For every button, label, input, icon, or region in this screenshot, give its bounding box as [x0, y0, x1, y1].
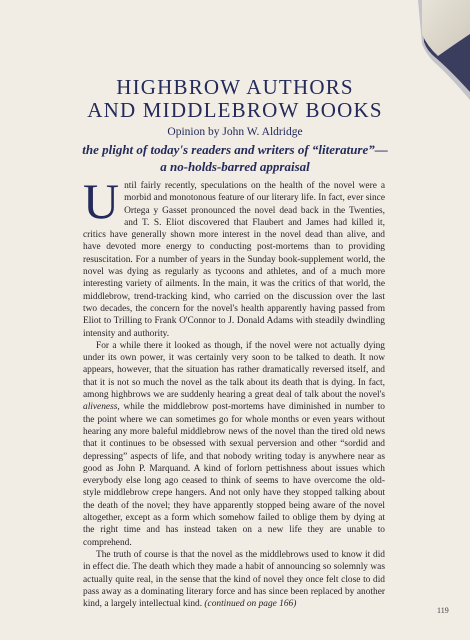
subtitle-line-1: the plight of today's readers and writers of “literature”—: [82, 142, 388, 157]
headline-line-1: HIGHBROW AUTHORS: [116, 75, 354, 99]
emphasis-aliveness: aliveness,: [83, 402, 120, 413]
page-number: 119: [437, 606, 449, 615]
paragraph-3-text: The truth of course is that the novel as the middlebrows used to know it did in effect die. The death which they made a habit of announcing so solemnly was actually quite real, in the sense that the kind of novel they once felt close to did pass away as a dominating literary force and has since been replaced by another kind, a largely intellectual kind.: [83, 549, 385, 610]
continued-note: (continued on page 166): [204, 599, 297, 610]
subtitle: [0, 141, 470, 175]
headline: [0, 76, 470, 122]
paragraph-1-text: ntil fairly recently, speculations on the health of the novel were a morbid and monotonous feature of our literary life. In fact, ever since Ortega y Gasset pronounced the novel dead back in the Twenties, and T. S. Eliot discovered that Flaubert and James had killed it, critics have generally shown more interest in the novel dead than alive, and have devoted more energy to conducting post-mortems than to providing resuscitation. For a number of years in the Sunday book-supplement world, the novel was dying as regularly as tycoons and athletes, and of a much more interesting variety of ailments. In the main, it was the critics of that world, the middlebrow, trend-tracking kind, who carried on the discussion over the last two decades, the concern for the novel's health apparently having passed from Eliot to Trilling to Frank O'Connor to J. Donald Adams with steadily dwindling intensity and authority.: [83, 181, 385, 339]
paragraph-2-text-a: For a while there it looked as though, if the novel were not actually dying under its own power, it was certainly very soon to be talked to death. It now appears, however, that the situation has rather dramatically reversed itself, and that it is not so much the novel as the talk about its death that is dying. In fact, among highbrows we are suddenly hearing a great deal of talk about the novel's: [83, 340, 385, 401]
article-paragraph-2: [83, 340, 385, 549]
drop-cap: U: [83, 173, 120, 229]
byline: Opinion by John W. Aldridge: [167, 126, 303, 138]
paragraph-2-text-b: while the middlebrow post-mortems have diminished in number to the point where we can sometimes go for whole months or even years without hearing any more baleful middlebrow news of the novel than the tired old news that it continues to be obsessed with sexual perversion and other “sordid and depressing” aspects of life, and that nobody writing today is anywhere near as good as John P. Marquand. A kind of forlorn pettishness about issues which everybody else long ago ceased to think of seems to have overcome the old-style middlebrow crepe hangers. And not only have they stopped talking about the death of the novel; they have apparently stopped being aware of the novel altogether, except as a form which somehow failed to oblige them by dying at the right time and has instead taken on a new life they are unable to comprehend.: [83, 402, 385, 548]
article-body: [83, 173, 385, 610]
headline-line-2: AND MIDDLEBROW BOOKS: [87, 98, 383, 122]
subtitle-line-2: a no-holds-barred appraisal: [160, 159, 310, 174]
article-paragraph-1: [83, 173, 385, 340]
article-paragraph-3: [83, 549, 385, 610]
